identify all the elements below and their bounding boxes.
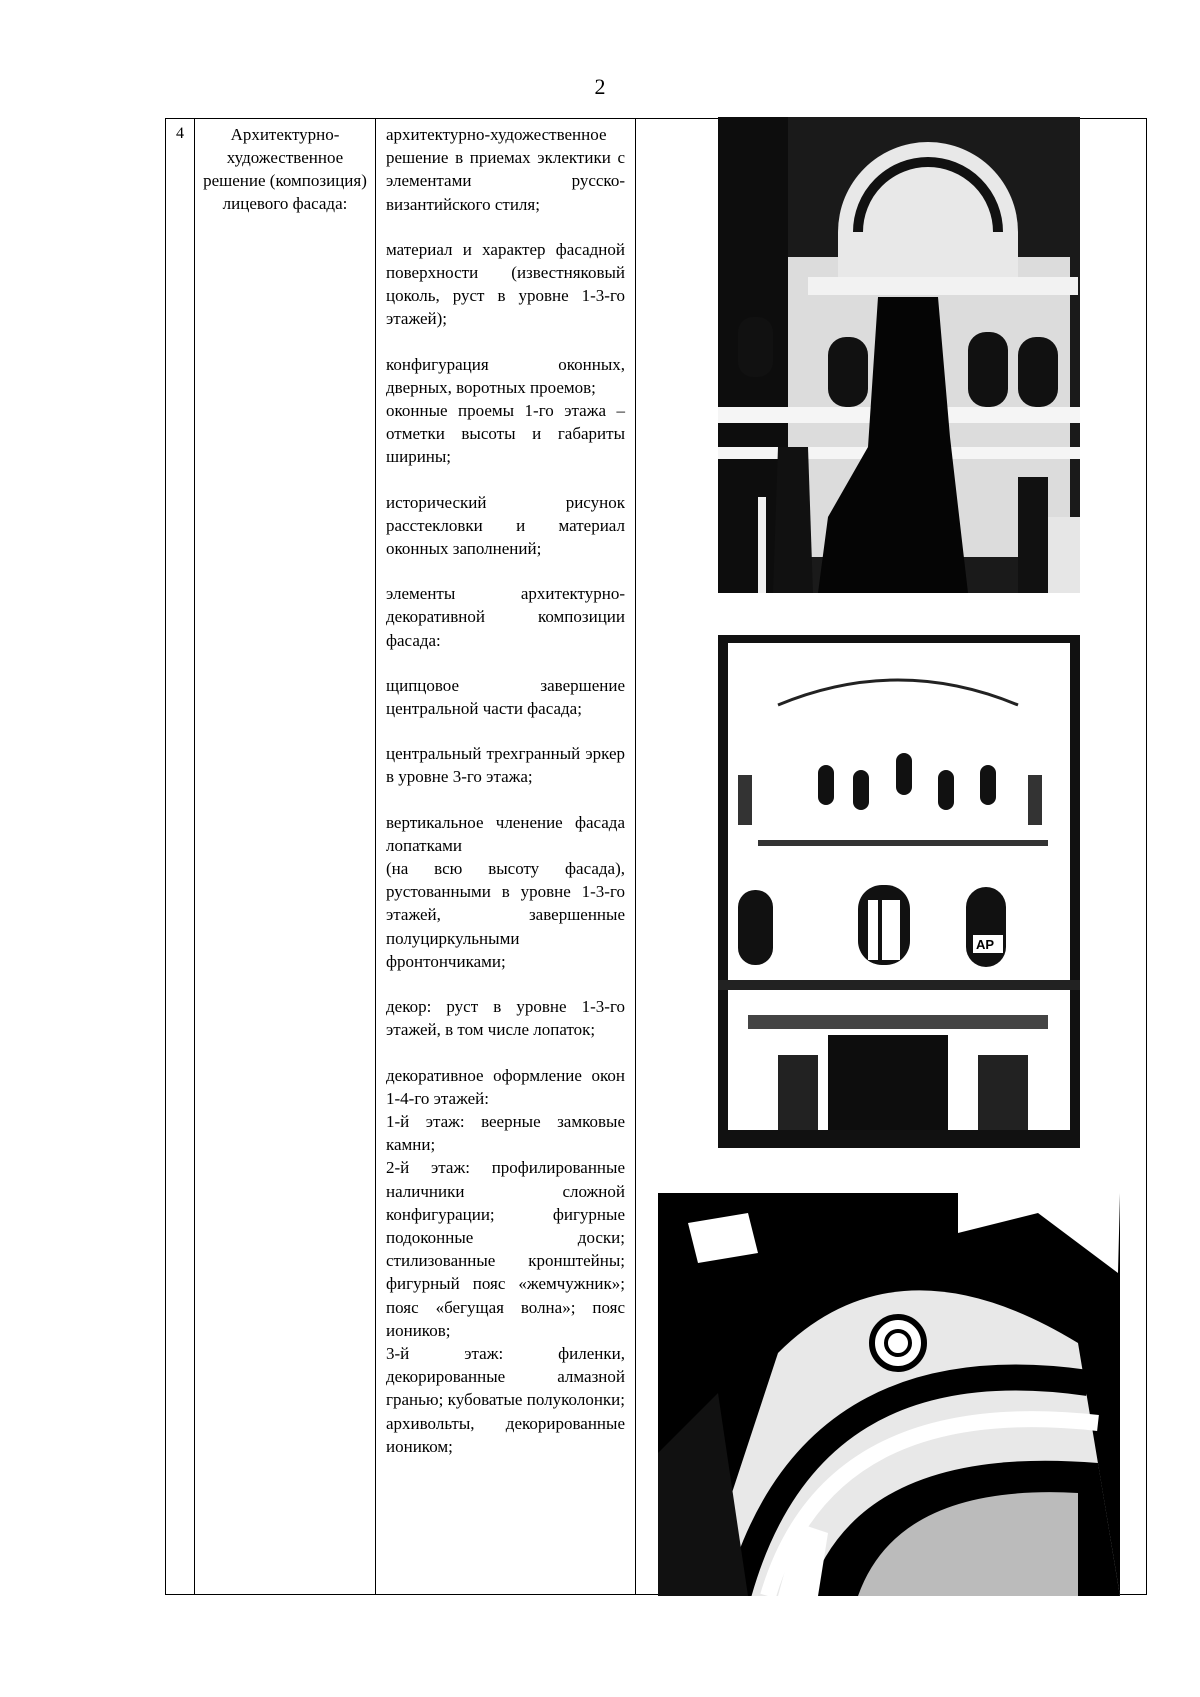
paragraph: центральный трехгранный эркер в уровне 3-го этажа;: [386, 744, 625, 787]
paragraph: щипцовое завершение центральной части фасада;: [386, 675, 625, 719]
page-number: 2: [594, 74, 606, 99]
paragraph: исторический рисунок расстекловки и материал оконных заполнений;: [386, 492, 625, 559]
paragraph: конфигурация оконных, дверных, воротных проемов;: [386, 354, 625, 397]
sign-text: АР: [976, 937, 995, 952]
row-title: Архитектурно-художественное решение (композиция) лицевого фасада:: [195, 119, 376, 1595]
row-number: 4: [166, 119, 195, 1595]
paragraph: вертикальное членение фасада лопатками: [386, 812, 625, 855]
paragraph: 3-й этаж: филенки, декорированные алмазной гранью; кубоватые полуколонки; архивольты, декорированные иоником;: [386, 1343, 625, 1456]
paragraph: элементы архитектурно-декоративной композиции фасада:: [386, 584, 625, 650]
paragraph: декор: руст в уровне 1-3-го этажей, в том числе лопаток;: [386, 997, 625, 1040]
paragraph: материал и характер фасадной поверхности (известняковый цоколь, руст в уровне 1-3-го этажей);: [386, 239, 625, 329]
paragraph: архитектурно-художественное решение в приемах эклектики с элементами русско-византийского стиля;: [386, 125, 625, 214]
paragraph: декоративное оформление окон 1-4-го этажей:: [386, 1065, 625, 1108]
photos-cell: [636, 119, 1147, 1595]
table-row: [166, 119, 1147, 1595]
facade-photo-icon: [718, 117, 1080, 593]
paragraph: (на всю высоту фасада), рустованными в уровне 1-3-го этажей, завершенные полуциркульными фронтончиками;: [386, 859, 625, 971]
paragraph: 2-й этаж: профилированные наличники сложной конфигурации; фигурные подоконные доски; стилизованные кронштейны; фигурный пояс «жемчужник»; пояс «бегущая волна»; пояс иоников;: [386, 1158, 625, 1340]
row-description: [376, 119, 636, 1595]
document-table: [165, 118, 1147, 1595]
facade-photo-icon: [718, 635, 1080, 1148]
paragraph: 1-й этаж: веерные замковые камни;: [386, 1111, 625, 1155]
arch-detail-photo-icon: [658, 1193, 1120, 1596]
paragraph: оконные проемы 1-го этажа – отметки высоты и габариты ширины;: [386, 401, 625, 467]
